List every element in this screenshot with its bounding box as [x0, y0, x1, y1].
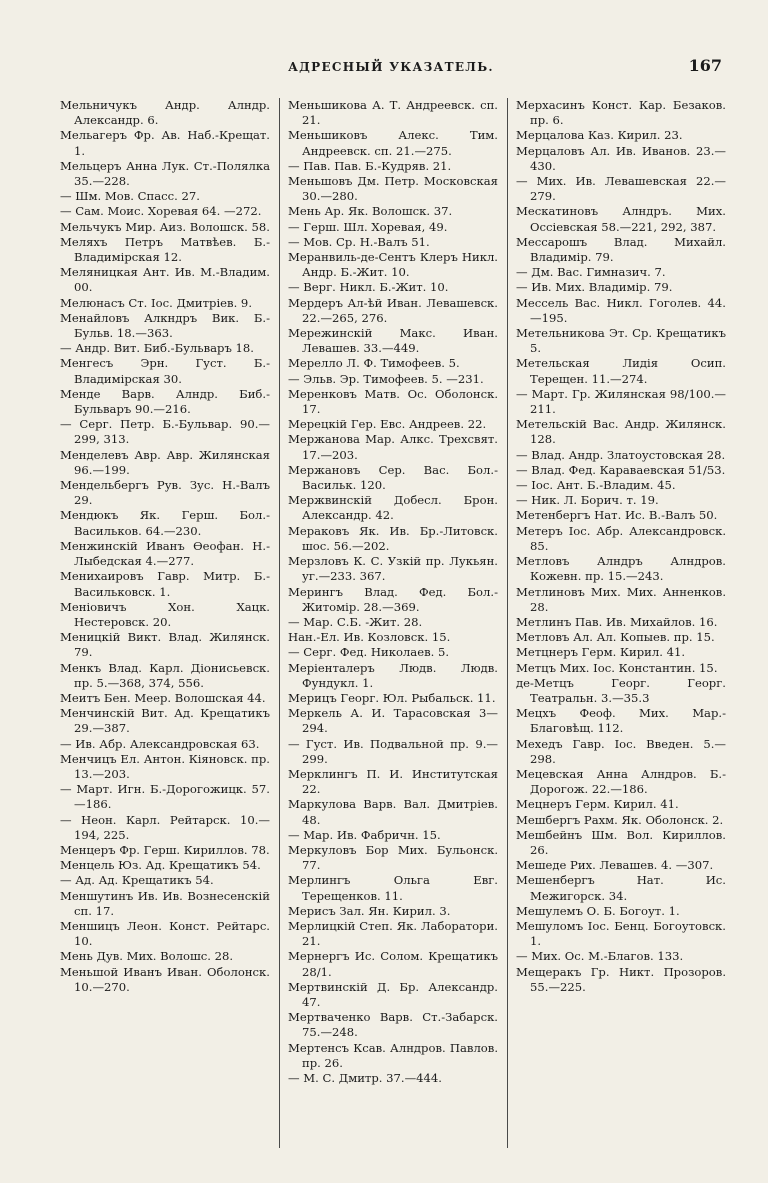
directory-entry: Меншутинъ Ив. Ив. Вознесенскій сп. 17.: [60, 888, 270, 918]
directory-entry: Меньшикова А. Т. Андреевск. сп. 21.: [288, 98, 498, 128]
directory-entry: Мерлицкій Степ. Як. Лаборатори. 21.: [288, 918, 498, 949]
directory-entry: Метенбергъ Нат. Ис. В.-Валъ 50.: [516, 508, 718, 523]
column-1: [60, 98, 270, 1158]
directory-entry: Меляхъ Петръ Матвѣев. Б.-Владимірская 12.: [60, 234, 270, 265]
directory-columns: [60, 98, 726, 1158]
directory-entry: Метельскій Вас. Андр. Жилянск. 128.: [516, 417, 726, 447]
directory-entry: — Ник. Л. Борич. т. 19.: [516, 493, 659, 508]
directory-entry: — Ив. Мих. Владимір. 79.: [516, 280, 673, 295]
directory-entry: Менцеръ Фр. Герш. Кириллов. 78.: [60, 842, 270, 857]
directory-entry: Меріенталеръ Людв. Людв. Фундукл. 1.: [288, 660, 498, 690]
directory-entry: Мешеде Рих. Левашев. 4. —307.: [516, 858, 714, 873]
directory-entry: — Сам. Моис. Хоревая 64. —272.: [60, 204, 262, 219]
directory-entry: — Серг. Фед. Николаев. 5.: [288, 645, 450, 660]
directory-entry: — Ад. Ад. Крещатикъ 54.: [60, 873, 214, 888]
directory-entry: Мельагеръ Фр. Ав. Наб.-Крещат. 1.: [60, 128, 270, 158]
directory-entry: Мерхасинъ Конст. Кар. Безаков. пр. 6.: [516, 98, 726, 128]
directory-entry: Мерзловъ К. С. Узкій пр. Лукьян. уг.—233. 367.: [288, 554, 498, 584]
directory-entry: Мешбергъ Рахм. Як. Оболонск. 2.: [516, 812, 724, 827]
directory-entry: Менчицъ Ел. Антон. Кіяновск. пр. 13.—203.: [60, 751, 270, 781]
directory-entry: — Мих. Ив. Левашевская 22.—279.: [516, 174, 726, 204]
directory-entry: Метельникова Эт. Ср. Крещатикъ 5.: [516, 326, 726, 356]
directory-entry: Мецнеръ Герм. Кирил. 41.: [516, 797, 679, 812]
directory-entry: Мецхъ Феоф. Мих. Мар.-Благовѣщ. 112.: [516, 706, 726, 736]
column-divider: [507, 98, 508, 1148]
directory-entry: Мернергъ Ис. Солом. Крещатикъ 28/1.: [288, 949, 498, 979]
directory-entry: Мертвинскій Д. Бр. Александр. 47.: [288, 979, 498, 1009]
directory-entry: — Дм. Вас. Гимназич. 7.: [516, 265, 666, 280]
page-header: [60, 56, 722, 80]
directory-entry: Мерцалова Каз. Кирил. 23.: [516, 128, 683, 143]
directory-entry: Метловъ Алндръ Алндров. Кожевн. пр. 15.—243.: [516, 554, 726, 584]
page-number: 167: [688, 56, 722, 75]
directory-entry: Метцнеръ Герм. Кирил. 41.: [516, 645, 686, 660]
directory-entry: Мендюкъ Як. Герш. Бол.-Васильков. 64.—230.: [60, 508, 270, 538]
directory-entry: — Эльв. Эр. Тимофеев. 5. —231.: [288, 371, 484, 386]
directory-entry: Мерклингъ П. И. Институтская 22.: [288, 766, 498, 797]
directory-entry: Мецевская Анна Алндров. Б.-Дорогож. 22.—186.: [516, 766, 726, 797]
directory-entry: Менiовичъ Хон. Хацк. Нестеровск. 20.: [60, 599, 270, 629]
directory-entry: Мень Дув. Мих. Волошс. 28.: [60, 949, 234, 964]
directory-entry: Маркулова Варв. Вал. Дмитріев. 48.: [288, 797, 498, 827]
directory-entry: Мелюнасъ Ст. Іос. Дмитріев. 9.: [60, 295, 252, 310]
directory-entry: Менгесъ Эрн. Густ. Б.-Владимірская 30.: [60, 356, 270, 386]
directory-entry: Метельская Лидія Осип. Терещен. 11.—274.: [516, 356, 726, 386]
directory-entry: Меньшиковъ Алекс. Тим. Андреевск. сп. 21.—275.: [288, 128, 498, 158]
directory-entry: Меницкій Викт. Влад. Жилянск. 79.: [60, 630, 270, 660]
directory-entry: Мерцаловъ Ал. Ив. Иванов. 23.—430.: [516, 143, 726, 173]
directory-entry: — Герш. Шл. Хоревая, 49.: [288, 219, 448, 234]
directory-entry: Меньшовъ Дм. Петр. Московская 30.—280.: [288, 174, 498, 204]
column-2: [288, 98, 498, 1158]
directory-entry: Меренковъ Матв. Ос. Оболонск. 17.: [288, 386, 498, 417]
column-divider: [279, 98, 280, 1148]
directory-entry: Метлиновъ Мих. Мих. Анненков. 28.: [516, 584, 726, 614]
directory-entry: Мельцеръ Анна Лук. Ст.-Полялка 35.—228.: [60, 158, 270, 189]
directory-entry: Меранвиль-де-Сентъ Клеръ Никл. Андр. Б.-Жит. 10.: [288, 250, 498, 280]
directory-entry: — Пав. Пав. Б.-Кудряв. 21.: [288, 158, 452, 173]
directory-entry: Мержвинскій Добесл. Брон. Александр. 42.: [288, 493, 498, 523]
directory-entry: — Влад. Андр. Златоустовская 28.: [516, 447, 726, 462]
directory-entry: Мельчукъ Мир. Аиз. Волошск. 58.: [60, 219, 270, 234]
directory-entry: Менжинскій Иванъ Өеофан. Н.-Лыбедская 4.—277.: [60, 538, 270, 569]
directory-entry: Мескатиновъ Алндръ. Мих. Оссіевская 58.—221, 292, 387.: [516, 204, 726, 234]
directory-entry: Меитъ Бен. Меер. Волошская 44.: [60, 690, 266, 705]
directory-entry: Метцъ Мих. Іос. Константин. 15.: [516, 660, 718, 675]
directory-entry: де-Метцъ Георг. Георг. Театральн. 3.—35.3: [516, 675, 726, 705]
directory-entry: Мертенсъ Ксав. Алндров. Павлов. пр. 26.: [288, 1040, 498, 1070]
directory-entry: Мерисъ Зал. Ян. Кирил. 3.: [288, 903, 451, 918]
directory-entry: Менихаировъ Гавр. Митр. Б.-Васильковск. 1.: [60, 569, 270, 599]
directory-entry: Мережинскій Макс. Иван. Левашев. 33.—449.: [288, 326, 498, 356]
directory-entry: Меркель А. И. Тарасовская 3—294.: [288, 706, 498, 736]
directory-entry: — Густ. Ив. Подвальной пр. 9.—299.: [288, 736, 498, 766]
directory-entry: Мерецкій Гер. Евс. Андреев. 22.: [288, 417, 487, 432]
directory-entry: Мердеръ Ал-ѣй Иван. Левашевск. 22.—265, 276.: [288, 295, 498, 325]
directory-entry: Мерелло Л. Ф. Тимофеев. 5.: [288, 356, 460, 371]
directory-entry: Мешулемъ О. Б. Богоут. 1.: [516, 903, 680, 918]
directory-entry: Менцель Юз. Ад. Крещатикъ 54.: [60, 858, 261, 873]
directory-entry: Меляницкая Ант. Ив. М.-Владим. 00.: [60, 265, 270, 295]
directory-entry: — Неон. Карл. Рейтарск. 10.—194, 225.: [60, 812, 270, 842]
directory-entry: — Мов. Ср. Н.-Валъ 51.: [288, 234, 430, 249]
directory-entry: — Ив. Абр. Александровская 63.: [60, 736, 260, 751]
directory-entry: — Март. Игн. Б.-Дорогожицк. 57.—186.: [60, 782, 270, 812]
directory-entry: Мень Ар. Як. Волошск. 37.: [288, 204, 453, 219]
directory-entry: Мендельбергъ Рув. Зус. Н.-Валъ 29.: [60, 478, 270, 508]
directory-entry: Мертваченко Варв. Ст.-Забарск. 75.—248.: [288, 1010, 498, 1040]
directory-entry: — Андр. Вит. Биб.-Бульваръ 18.: [60, 341, 254, 356]
directory-entry: — Март. Гр. Жилянская 98/100.—211.: [516, 386, 726, 417]
directory-entry: Меншицъ Леон. Конст. Рейтарс. 10.: [60, 918, 270, 949]
directory-entry: Меркуловъ Бор Мих. Бульонск. 77.: [288, 842, 498, 873]
directory-entry: Мерингъ Влад. Фед. Бол.-Житомір. 28.—369.: [288, 584, 498, 614]
directory-entry: Мерицъ Георг. Юл. Рыбальск. 11.: [288, 690, 496, 705]
directory-entry: Метловъ Ал. Ал. Копыев. пр. 15.: [516, 630, 715, 645]
directory-entry: Мешбейнъ Шм. Вол. Кириллов. 26.: [516, 827, 726, 857]
directory-entry: Мерлингъ Ольга Евг. Терещенков. 11.: [288, 873, 498, 903]
directory-entry: Менде Варв. Алндр. Биб.-Бульваръ 90.—216.: [60, 386, 270, 417]
directory-entry: Мержановъ Сер. Вас. Бол.-Васильк. 120.: [288, 462, 498, 493]
directory-entry: — Влад. Фед. Караваевская 51/53.: [516, 462, 726, 477]
directory-entry: — Серг. Петр. Б.-Бульвар. 90.—299, 313.: [60, 417, 270, 447]
directory-entry: — Іос. Ант. Б.-Владим. 45.: [516, 478, 676, 493]
directory-entry: — Мар. С.Б. -Жит. 28.: [288, 614, 423, 629]
directory-entry: Нан.-Ел. Ив. Козловск. 15.: [288, 630, 451, 645]
directory-entry: Мержанова Мар. Алкс. Трехсвят. 17.—203.: [288, 432, 498, 462]
directory-entry: Менчинскій Вит. Ад. Крещатикъ 29.—387.: [60, 706, 270, 736]
directory-entry: Метлинъ Пав. Ив. Михайлов. 16.: [516, 614, 718, 629]
directory-entry: Мехедъ Гавр. Іос. Введен. 5.—298.: [516, 736, 726, 766]
directory-entry: — Шм. Мов. Спасс. 27.: [60, 189, 200, 204]
directory-entry: Мешуломъ Іос. Бенц. Богоутовск. 1.: [516, 918, 726, 949]
directory-entry: — Мар. Ив. Фабричн. 15.: [288, 827, 441, 842]
directory-entry: Мессарошъ Влад. Михайл. Владимір. 79.: [516, 234, 726, 265]
directory-entry: Мельничукъ Андр. Алндр. Александр. 6.: [60, 98, 270, 128]
directory-entry: Мешенбергъ Нат. Ис. Межигорск. 34.: [516, 873, 726, 903]
directory-entry: Мераковъ Як. Ив. Бр.-Литовск. шос. 56.—202.: [288, 523, 498, 553]
directory-entry: — Мих. Ос. М.-Благов. 133.: [516, 949, 684, 964]
directory-entry: — М. С. Дмитр. 37.—444.: [288, 1071, 442, 1085]
directory-entry: Метеръ Іос. Абр. Александровск. 85.: [516, 523, 726, 553]
directory-entry: Менайловъ Алкндръ Вик. Б.-Бульв. 18.—363.: [60, 310, 270, 341]
directory-entry: Мессель Вас. Никл. Гоголев. 44.—195.: [516, 295, 726, 325]
directory-entry: Меньшой Иванъ Иван. Оболонск. 10.—270.: [60, 964, 270, 994]
directory-entry: — Верг. Никл. Б.-Жит. 10.: [288, 280, 449, 295]
running-title: АДРЕСНЫЙ УКАЗАТЕЛЬ.: [288, 60, 494, 74]
directory-entry: Мещеракъ Гр. Никт. Прозоров. 55.—225.: [516, 964, 726, 994]
column-3: [516, 98, 726, 1158]
directory-entry: Менделевъ Авр. Авр. Жилянская 96.—199.: [60, 447, 270, 477]
directory-entry: Менкъ Влад. Карл. Діонисьевск. пр. 5.—368, 374, 556.: [60, 660, 270, 690]
